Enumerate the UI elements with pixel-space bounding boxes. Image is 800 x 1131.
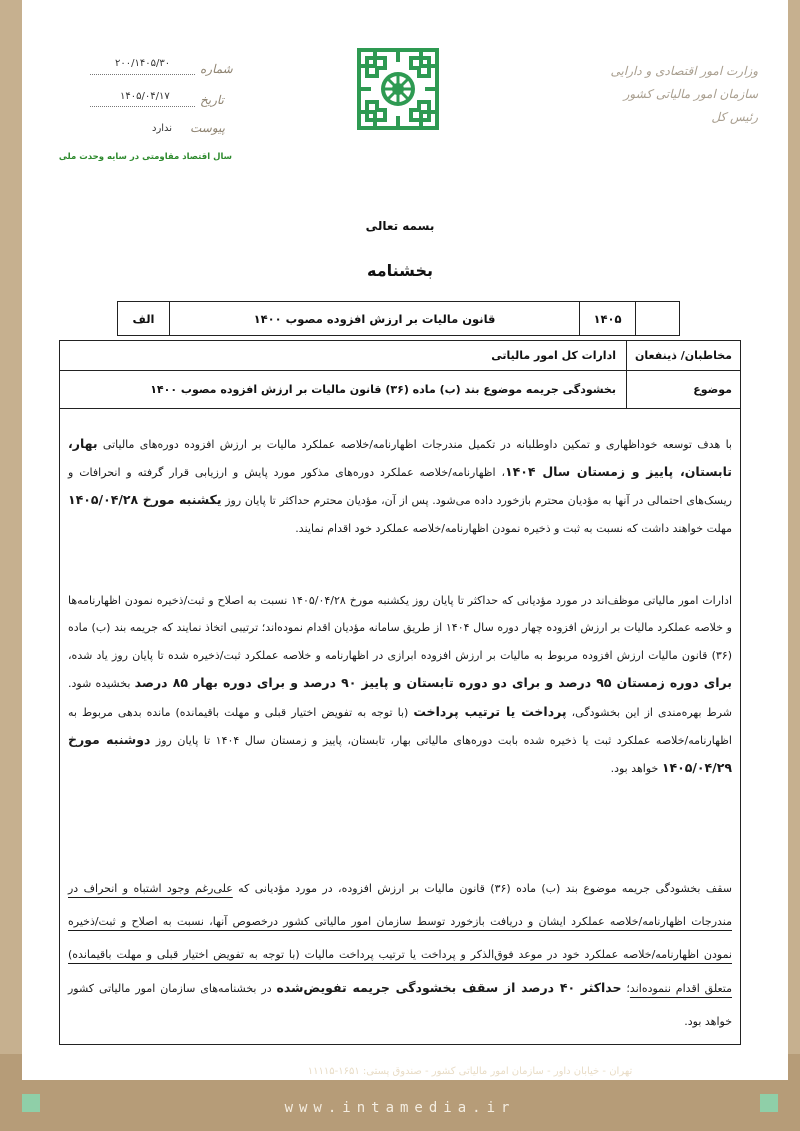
reference-table (117, 301, 680, 336)
paragraph-1-bold: بهار، تابستان، پاییز و زمستان سال ۱۴۰۴ (68, 436, 732, 480)
date-label: تاریخ (200, 93, 224, 107)
audience-label: مخاطبان/ ذینفعان (626, 341, 740, 370)
attachment-label: پیوست (190, 121, 225, 135)
tax-organization-emblem-icon (355, 46, 441, 132)
number-line (90, 74, 195, 75)
paragraph-3-underlined: علی‌رغم وجود اشتباه و انحراف در مندرجات اظهارنامه/خلاصه عملکرد ایشان و دریافت بازخورد توسط سازمان امور مالیاتی کشور درخصوص آنها، نسبت به اصلاح و ثبت/ذخیره نمودن اظهارنامه/خلاصه عملکرد خود در موعد فوق‌الذکر و پرداخت یا ترتیب پرداخت مالیات (با توجه به تفویض اختیار قبلی و مهلت باقیمانده) متعلق اقدام ننموده‌اند (68, 882, 732, 995)
ministry-line: رئیس کل (711, 110, 758, 124)
footer-right-square (760, 1094, 778, 1112)
footer-website: www.intamedia.ir (284, 1100, 516, 1116)
paragraph-3-text: ؛ (621, 982, 630, 995)
ministry-line: وزارت امور اقتصادی و دارایی (610, 64, 758, 78)
attachment-value: ندارد (152, 123, 173, 134)
paragraph-3-bold: حداکثر ۴۰ درصد از سقف بخشودگی جریمه تفویض‌شده (276, 980, 622, 995)
paragraph-1 (68, 430, 732, 542)
ministry-line: سازمان امور مالیاتی کشور (623, 87, 758, 101)
reference-year-cell: ۱۴۰۵ (579, 302, 635, 335)
paragraph-2-text: ادارات امور مالیاتی موظف‌اند در مورد مؤدیانی که حداکثر تا پایان روز یکشنبه مورخ ۱۴۰۵/۰۴/۲۸ نسبت به اصلاح و ثبت/ذخیره نمودن اظهارنامه‌ها و خلاصه عملکرد مالیات بر ارزش افزوده چهار دوره سال ۱۴۰۴ از طریق سامانه مؤدیان اقدام نموده‌اند؛ ترتیبی اتخاذ نمایند که جریمه بند (ب) ماده (۳۶) قانون مالیات ارزش افزوده مربوط به مالیات بر ارزش افزوده ابرازی در اظهارنامه و خلاصه عملکرد ثبت/ذخیره شده تا پایان روز یاد شده، (68, 594, 732, 662)
paragraph-2-bold: دوشنبه مورخ ۱۴۰۵/۰۴/۲۹ (68, 732, 732, 776)
subject-label: موضوع (626, 371, 740, 408)
paragraph-3 (68, 872, 732, 1038)
paragraph-2-text: (با توجه به تفویض اختیار قبلی و مهلت باقیمانده) مانده بدهی مربوط به اظهارنامه/خلاصه عملکرد ثبت یا ذخیره شده بابت دوره‌های مالیاتی بهار، تابستان، پاییز و زمستان سال ۱۴۰۴ تا پایان روز (68, 705, 732, 748)
paragraph-3-text: در بخشنامه‌های سازمان امور مالیاتی کشور خواهد بود. (68, 982, 732, 1028)
paragraph-2-text: بخشیده شود. شرط بهره‌مندی از این بخشودگی، (68, 677, 733, 719)
date-line (90, 106, 195, 107)
paragraph-1-bold: یکشنبه مورخ ۱۴۰۵/۰۴/۲۸ (68, 492, 222, 508)
audience-value: ادارات کل امور مالیاتی (491, 349, 616, 362)
reference-law-cell: قانون مالیات بر ارزش افزوده مصوب ۱۴۰۰ (169, 302, 579, 335)
footer-address: تهران - خیابان داور - سازمان امور مالیاتی کشور - صندوق پستی: ۱۶۵۱-۱۱۱۱۵ (307, 1066, 633, 1077)
paragraph-2-bold: پرداخت یا ترتیب پرداخت (413, 703, 567, 719)
number-label: شماره (200, 62, 233, 76)
basmala: بسمه تعالی (365, 219, 435, 233)
document-title: بخشنامه (367, 261, 433, 280)
paragraph-2 (68, 587, 732, 783)
paragraph-2-text: خواهد بود. (610, 762, 662, 776)
year-slogan: سال اقتصاد مقاومتی در سایه وحدت ملی (58, 152, 232, 162)
audience-row (60, 341, 740, 371)
reference-blank-cell (635, 302, 679, 335)
paragraph-1-text: ، اظهارنامه/خلاصه عملکرد دوره‌های مذکور مورد پایش و ارزیابی قرار گرفته و انحرافات و ریسک‌های احتمالی در آنها به مؤدیان محترم بازخورد داده می‌شود. پس از آن، مؤدیان محترم حداکثر تا پایان روز (68, 466, 732, 508)
paragraph-1-text: با هدف توسعه خوداظهاری و تمکین داوطلبانه در تکمیل مندرجات اظهارنامه/خلاصه عملکرد مالیات بر ارزش افزوده دوره‌های مالیاتی (97, 438, 732, 451)
footer-left-square (22, 1094, 40, 1112)
date-value: ۱۴۰۵/۰۴/۱۷ (120, 91, 170, 102)
subject-row (60, 371, 740, 409)
reference-series-cell: الف (132, 311, 155, 326)
paragraph-1-text: مهلت خواهند داشت که نسبت به ثبت و ذخیره نمودن اظهارنامه/خلاصه عملکرد خود اقدام نمایند. (295, 521, 732, 535)
paragraph-2-bold: برای دوره زمستان ۹۵ درصد و برای دو دوره تابستان و پاییز ۹۰ درصد و برای دوره بهار ۸۵ درصد (134, 675, 732, 691)
number-value: ۲۰۰/۱۴۰۵/۳۰ (115, 58, 171, 69)
subject-value: بخشودگی جریمه موضوع بند (ب) ماده (۳۶) قانون مالیات بر ارزش افزوده مصوب ۱۴۰۰ (150, 383, 616, 396)
paragraph-3-text: سقف بخشودگی جریمه موضوع بند (ب) ماده (۳۶) قانون مالیات بر ارزش افزوده، در مورد مؤدیانی که (232, 882, 732, 895)
ministry-heading (598, 60, 758, 129)
